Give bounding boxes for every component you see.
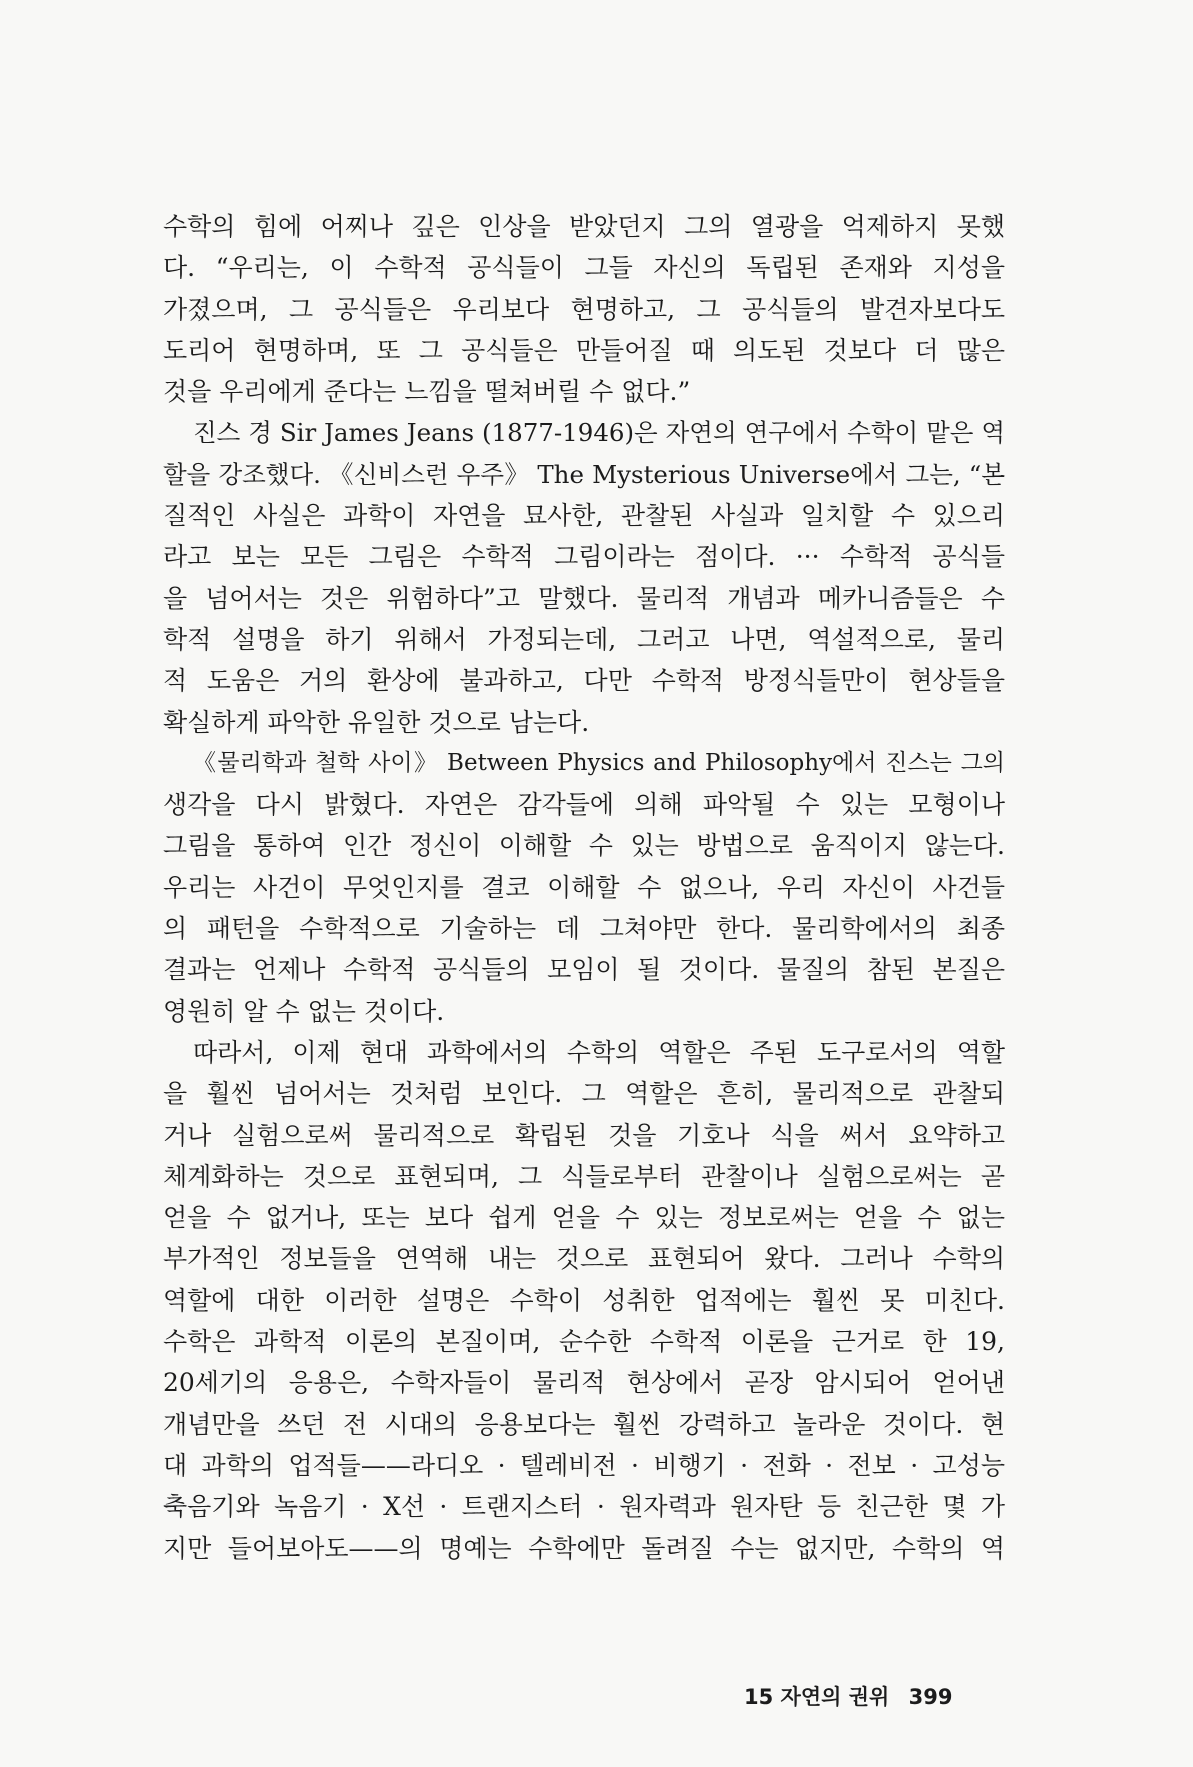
text-line: 수학은 과학적 이론의 본질이며, 순수한 수학적 이론을 근거로 한 19, [163, 1327, 1005, 1357]
text-line: 가졌으며, 그 공식들은 우리보다 현명하고, 그 공식들의 발견자보다도 [163, 294, 1005, 324]
text-line: 다. “우리는, 이 수학적 공식들이 그들 자신의 독립된 존재와 지성을 [163, 253, 1005, 283]
chapter-title: 15 자연의 권위 [744, 1685, 890, 1709]
text-line: 을 훨씬 넘어서는 것처럼 보인다. 그 역할은 흔히, 물리적으로 관찰되 [163, 1079, 1005, 1109]
text-line: 체계화하는 것으로 표현되며, 그 식들로부터 관찰이나 실험으로써는 곧 [163, 1161, 1005, 1191]
text-line: 《물리학과 철학 사이》 Between Physics and Philosophy에서 진스는 그의 [193, 749, 1005, 776]
text-line: 얻을 수 없거나, 또는 보다 쉽게 얻을 수 있는 정보로써는 얻을 수 없는 [163, 1203, 1005, 1233]
text-line: 대 과학의 업적들——라디오 · 텔레비전 · 비행기 · 전화 · 전보 · 고성능 [163, 1450, 1005, 1480]
text-line: 따라서, 이제 현대 과학에서의 수학의 역할은 주된 도구로서의 역할 [193, 1037, 1005, 1067]
text-line: 거나 실험으로써 물리적으로 확립된 것을 기호나 식을 써서 요약하고 [163, 1120, 1005, 1150]
body-text [163, 206, 1005, 1569]
text-line: 그림을 통하여 인간 정신이 이해할 수 있는 방법으로 움직이지 않는다. [163, 831, 1005, 861]
text-line: 할을 강조했다. 《신비스런 우주》 The Mysterious Universe에서 그는, “본 [163, 459, 1005, 489]
page-number: 399 [908, 1685, 953, 1709]
text-line: 확실하게 파악한 유일한 것으로 남는다. [163, 707, 590, 737]
text-line: 적 도움은 거의 환상에 불과하고, 다만 수학적 방정식들만이 현상들을 [163, 666, 1005, 696]
text-line: 결과는 언제나 수학적 공식들의 모임이 될 것이다. 물질의 참된 본질은 [163, 955, 1005, 985]
text-line: 역할에 대한 이러한 설명은 수학이 성취한 업적에는 훨씬 못 미친다. [163, 1285, 1005, 1315]
text-line: 개념만을 쓰던 전 시대의 응용보다는 훨씬 강력하고 놀라운 것이다. 현 [163, 1409, 1005, 1439]
text-line: 우리는 사건이 무엇인지를 결코 이해할 수 없으나, 우리 자신이 사건들 [163, 872, 1005, 902]
text-line: 을 넘어서는 것은 위험하다”고 말했다. 물리적 개념과 메카니즘들은 수 [163, 583, 1005, 613]
text-line: 지만 들어보아도——의 명예는 수학에만 돌려질 수는 없지만, 수학의 역 [163, 1533, 1005, 1563]
text-line: 것을 우리에게 준다는 느낌을 떨쳐버릴 수 없다.” [163, 377, 691, 407]
text-line: 진스 경 Sir James Jeans (1877-1946)은 자연의 연구에서 수학이 맡은 역 [193, 418, 1005, 448]
text-line: 도리어 현명하며, 또 그 공식들은 만들어질 때 의도된 것보다 더 많은 [163, 335, 1005, 365]
text-line: 20세기의 응용은, 수학자들이 물리적 현상에서 곧장 암시되어 얻어낸 [163, 1368, 1005, 1398]
page-footer [744, 1681, 964, 1711]
text-line: 축음기와 녹음기 · X선 · 트랜지스터 · 원자력과 원자탄 등 친근한 몇 가 [163, 1492, 1005, 1522]
text-line: 생각을 다시 밝혔다. 자연은 감각들에 의해 파악될 수 있는 모형이나 [163, 790, 1005, 820]
text-line: 학적 설명을 하기 위해서 가정되는데, 그러고 나면, 역설적으로, 물리 [163, 624, 1005, 654]
text-line: 영원히 알 수 없는 것이다. [163, 996, 445, 1026]
text-line: 라고 보는 모든 그림은 수학적 그림이라는 점이다. ··· 수학적 공식들 [163, 542, 1005, 572]
text-line: 질적인 사실은 과학이 자연을 묘사한, 관찰된 사실과 일치할 수 있으리 [163, 501, 1005, 531]
text-line: 부가적인 정보들을 연역해 내는 것으로 표현되어 왔다. 그러나 수학의 [163, 1244, 1005, 1274]
text-line: 의 패턴을 수학적으로 기술하는 데 그쳐야만 한다. 물리학에서의 최종 [163, 914, 1005, 944]
text-line: 수학의 힘에 어찌나 깊은 인상을 받았던지 그의 열광을 억제하지 못했 [163, 212, 1005, 241]
